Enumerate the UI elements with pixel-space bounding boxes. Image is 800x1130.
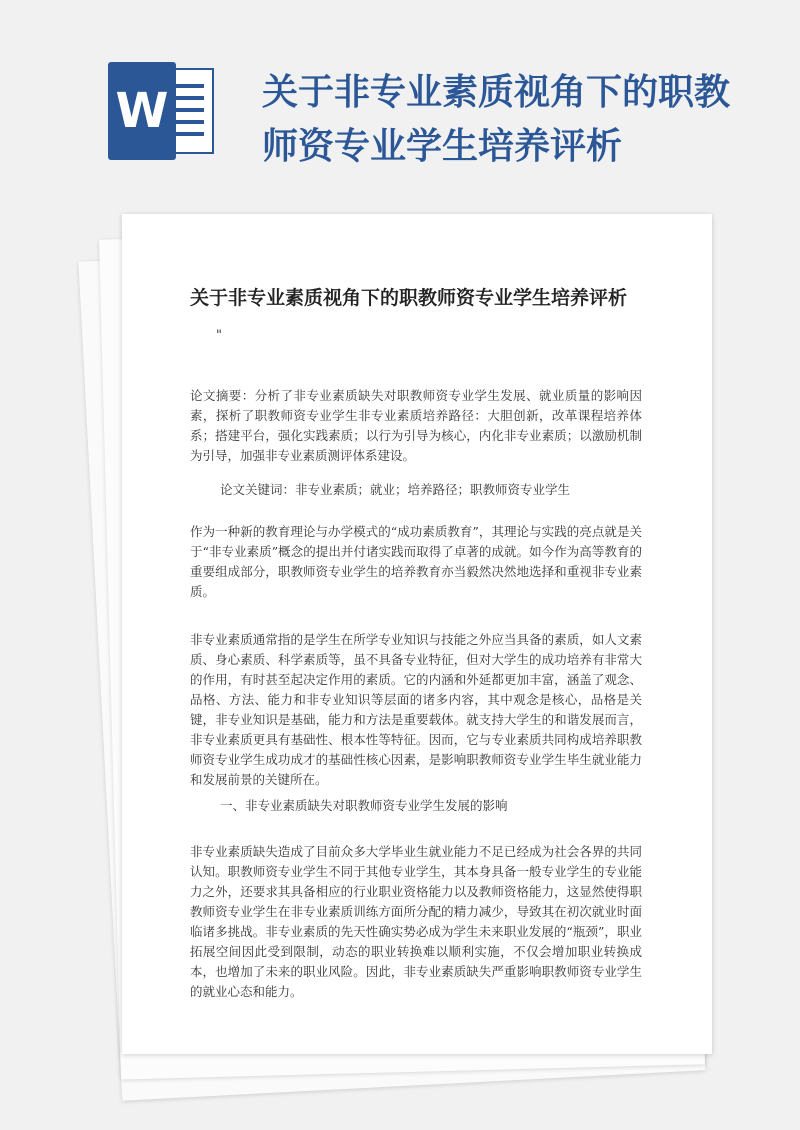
keywords-paragraph: 论文关键词：非专业素质；就业；培养路径；职教师资专业学生 <box>220 482 571 497</box>
body-paragraph: 非专业素质通常指的是学生在所学专业知识与技能之外应当具备的素质，如人文素质、身心素质、科学素质等，虽不具备专业特征，但对大学生的成功培养有非常大的作用，有时甚至起决定作用的素质。它的内涵和外延都更加丰富，涵盖了观念、品格、方法、能力和非专业知识等层面的诸多内容，其中观念是核心，品格是关键，非专业知识是基础，能力和方法是重要载体。就支持大学生的和谐发展而言，非专业素质更具有基础性、根本性等特征。因而，它与专业素质共同构成培养职教师资专业学生成功成才的基础性核心因素，是影响职教师资专业学生毕生就业能力和发展前景的关键所在。 <box>190 632 642 787</box>
body-paragraph: 作为一种新的教育理论与办学模式的“成功素质教育”，其理论与实践的亮点就是关于“非专业素质”概念的提出并付诸实践而取得了卓著的成就。如今作为高等教育的重要组成部分，职教师资专业学生的培养教育亦当毅然决然地选择和重视非专业素质。 <box>190 524 642 599</box>
body-paragraph: 非专业素质缺失造成了目前众多大学毕业生就业能力不足已经成为社会各界的共同认知。职教师资专业学生不同于其他专业学生，其本身具备一般专业学生的专业能力之外，还要求其具备相应的行业职业资格能力以及教师资格能力，这显然使得职教师资专业学生在非专业素质训练方面所分配的精力减少，导致其在初次就业时面临诸多挑战。非专业素质的先天性确实势必成为学生未来职业发展的“瓶颈”，职业拓展空间因此受到限制，动态的职业转换难以顺利实施，不仅会增加职业转换成本，也增加了未来的职业风险。因此，非专业素质缺失严重影响职教师资专业学生的就业心态和能力。 <box>190 844 642 999</box>
top-banner <box>0 0 800 200</box>
document-page <box>122 214 712 1054</box>
quote-mark: " <box>216 328 222 343</box>
document-title: 关于非专业素质视角下的职教师资专业学生培养评析 <box>190 287 628 309</box>
word-document-icon <box>108 62 214 160</box>
section-heading: 一、非专业素质缺失对职教师资专业学生发展的影响 <box>220 798 508 813</box>
abstract-paragraph: 论文摘要：分析了非专业素质缺失对职教师资专业学生发展、就业质量的影响因素，探析了职教师资专业学生非专业素质培养路径：大胆创新，改革课程培养体系；搭建平台，强化实践素质；以行为引导为核心，内化非专业素质；以激励机制为引导，加强非专业素质测评体系建设。 <box>190 388 642 463</box>
word-badge: W <box>108 62 176 160</box>
page-content <box>190 284 642 1002</box>
banner-title: 关于非专业素质视角下的职教师资专业学生培养评析 <box>262 72 731 167</box>
